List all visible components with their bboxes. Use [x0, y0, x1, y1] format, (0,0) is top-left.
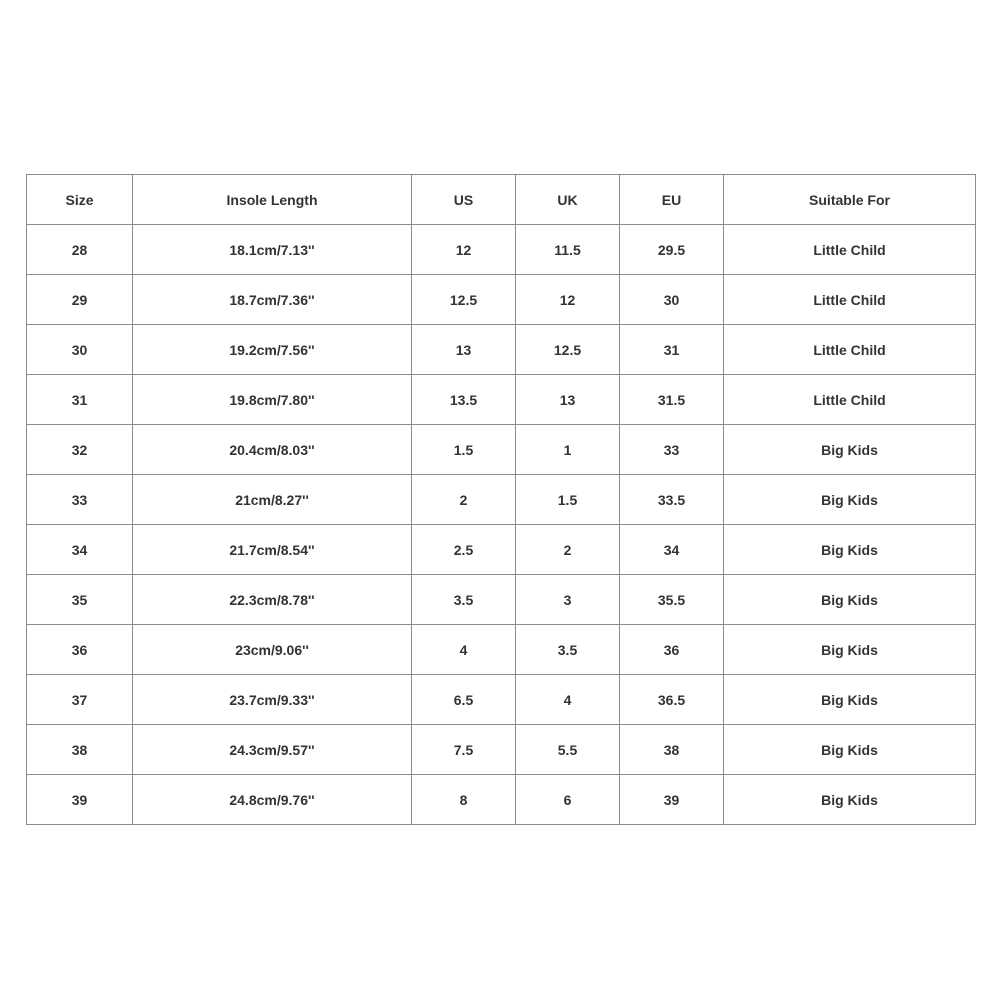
cell-uk: 11.5 [516, 225, 620, 275]
cell-insole-length: 24.8cm/9.76'' [133, 775, 412, 825]
cell-insole-length: 24.3cm/9.57'' [133, 725, 412, 775]
cell-us: 8 [412, 775, 516, 825]
cell-size: 37 [27, 675, 133, 725]
cell-suitable-for: Big Kids [724, 725, 976, 775]
cell-eu: 33 [620, 425, 724, 475]
header-suitable-for: Suitable For [724, 175, 976, 225]
table-row [27, 225, 976, 275]
cell-insole-length: 21cm/8.27'' [133, 475, 412, 525]
size-chart-table [26, 174, 976, 825]
cell-size: 33 [27, 475, 133, 525]
cell-insole-length: 19.2cm/7.56'' [133, 325, 412, 375]
cell-size: 31 [27, 375, 133, 425]
table-row [27, 675, 976, 725]
table-row [27, 375, 976, 425]
cell-suitable-for: Big Kids [724, 425, 976, 475]
cell-eu: 35.5 [620, 575, 724, 625]
header-insole-length: Insole Length [133, 175, 412, 225]
cell-us: 12.5 [412, 275, 516, 325]
table-row [27, 725, 976, 775]
header-row [27, 175, 976, 225]
cell-uk: 1.5 [516, 475, 620, 525]
cell-us: 13.5 [412, 375, 516, 425]
cell-uk: 3 [516, 575, 620, 625]
cell-suitable-for: Big Kids [724, 675, 976, 725]
cell-size: 32 [27, 425, 133, 475]
cell-size: 36 [27, 625, 133, 675]
table-row [27, 475, 976, 525]
cell-eu: 31.5 [620, 375, 724, 425]
cell-us: 1.5 [412, 425, 516, 475]
cell-us: 4 [412, 625, 516, 675]
cell-uk: 13 [516, 375, 620, 425]
cell-us: 2.5 [412, 525, 516, 575]
cell-suitable-for: Big Kids [724, 625, 976, 675]
cell-suitable-for: Little Child [724, 225, 976, 275]
cell-uk: 12 [516, 275, 620, 325]
cell-us: 3.5 [412, 575, 516, 625]
cell-suitable-for: Little Child [724, 375, 976, 425]
table-row [27, 575, 976, 625]
table-row [27, 525, 976, 575]
cell-us: 13 [412, 325, 516, 375]
cell-insole-length: 23cm/9.06'' [133, 625, 412, 675]
cell-uk: 5.5 [516, 725, 620, 775]
cell-eu: 30 [620, 275, 724, 325]
cell-size: 34 [27, 525, 133, 575]
cell-size: 29 [27, 275, 133, 325]
cell-us: 7.5 [412, 725, 516, 775]
cell-eu: 36.5 [620, 675, 724, 725]
table-row [27, 275, 976, 325]
cell-insole-length: 18.7cm/7.36'' [133, 275, 412, 325]
cell-suitable-for: Little Child [724, 275, 976, 325]
cell-eu: 33.5 [620, 475, 724, 525]
cell-uk: 12.5 [516, 325, 620, 375]
cell-uk: 4 [516, 675, 620, 725]
cell-size: 28 [27, 225, 133, 275]
table-row [27, 775, 976, 825]
table-row [27, 425, 976, 475]
cell-size: 35 [27, 575, 133, 625]
cell-us: 12 [412, 225, 516, 275]
cell-eu: 36 [620, 625, 724, 675]
cell-eu: 39 [620, 775, 724, 825]
cell-insole-length: 22.3cm/8.78'' [133, 575, 412, 625]
cell-eu: 29.5 [620, 225, 724, 275]
cell-insole-length: 23.7cm/9.33'' [133, 675, 412, 725]
cell-us: 6.5 [412, 675, 516, 725]
cell-us: 2 [412, 475, 516, 525]
cell-suitable-for: Big Kids [724, 575, 976, 625]
cell-suitable-for: Little Child [724, 325, 976, 375]
cell-insole-length: 21.7cm/8.54'' [133, 525, 412, 575]
cell-uk: 6 [516, 775, 620, 825]
cell-eu: 38 [620, 725, 724, 775]
table-body [27, 225, 976, 825]
header-uk: UK [516, 175, 620, 225]
table-header [27, 175, 976, 225]
cell-uk: 2 [516, 525, 620, 575]
cell-suitable-for: Big Kids [724, 475, 976, 525]
cell-size: 39 [27, 775, 133, 825]
cell-suitable-for: Big Kids [724, 525, 976, 575]
table-row [27, 625, 976, 675]
table-row [27, 325, 976, 375]
cell-size: 38 [27, 725, 133, 775]
header-eu: EU [620, 175, 724, 225]
cell-insole-length: 19.8cm/7.80'' [133, 375, 412, 425]
cell-insole-length: 18.1cm/7.13'' [133, 225, 412, 275]
cell-eu: 34 [620, 525, 724, 575]
cell-insole-length: 20.4cm/8.03'' [133, 425, 412, 475]
header-us: US [412, 175, 516, 225]
cell-size: 30 [27, 325, 133, 375]
cell-uk: 3.5 [516, 625, 620, 675]
cell-eu: 31 [620, 325, 724, 375]
cell-suitable-for: Big Kids [724, 775, 976, 825]
cell-uk: 1 [516, 425, 620, 475]
header-size: Size [27, 175, 133, 225]
